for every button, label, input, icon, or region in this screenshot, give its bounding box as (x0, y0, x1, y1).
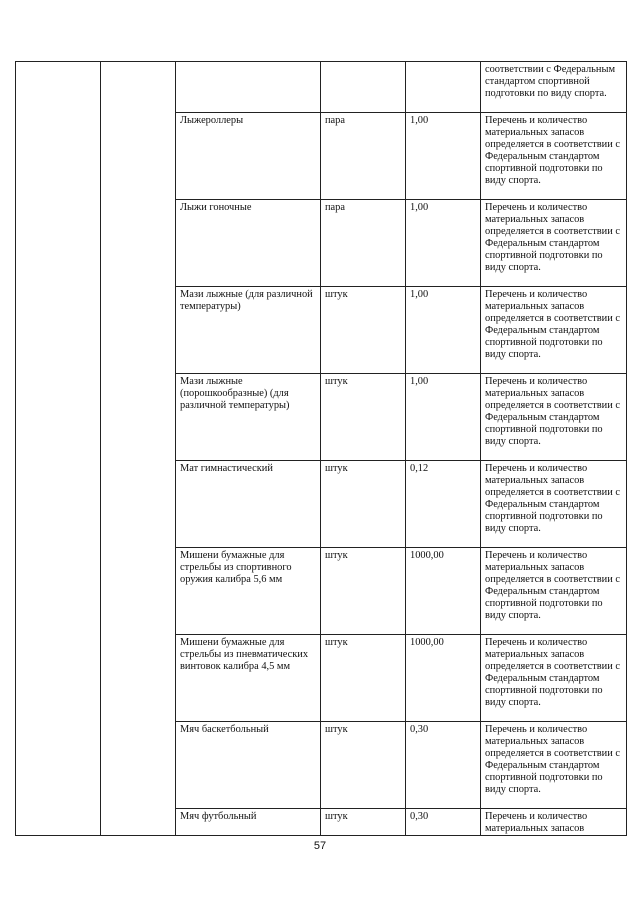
note-cell: Перечень и количество материальных запасов определяется в соответствии с Федеральным стандартом спортивной подготовки по виду спорта. (481, 722, 627, 809)
table-row (16, 62, 627, 113)
item-name-cell: Мяч футбольный (176, 809, 321, 836)
quantity-cell: 1000,00 (406, 548, 481, 635)
note-cell: Перечень и количество материальных запасов определяется в соответствии с Федеральным стандартом спортивной подготовки по виду спорта. (481, 200, 627, 287)
unit-cell: пара (321, 113, 406, 200)
quantity-cell: 1,00 (406, 374, 481, 461)
quantity-cell: 0,12 (406, 461, 481, 548)
note-cell: Перечень и количество материальных запасов определяется в соответствии с Федеральным стандартом спортивной подготовки по виду спорта. (481, 374, 627, 461)
note-cell: соответствии с Федеральным стандартом спортивной подготовки по виду спорта. (481, 62, 627, 113)
note-cell: Перечень и количество материальных запасов определяется в соответствии с Федеральным стандартом спортивной подготовки по виду спорта. (481, 461, 627, 548)
item-name-cell: Мяч баскетбольный (176, 722, 321, 809)
quantity-cell: 1,00 (406, 287, 481, 374)
unit-cell: штук (321, 722, 406, 809)
blank-column-2 (101, 62, 176, 836)
item-name-cell: Лыжероллеры (176, 113, 321, 200)
note-cell: Перечень и количество материальных запасов определяется в соответствии с Федеральным стандартом спортивной подготовки по виду спорта. (481, 548, 627, 635)
unit-cell: пара (321, 200, 406, 287)
note-cell: Перечень и количество материальных запасов определяется в соответствии с Федеральным стандартом спортивной подготовки по виду спорта. (481, 113, 627, 200)
unit-cell: штук (321, 287, 406, 374)
item-name-cell: Лыжи гоночные (176, 200, 321, 287)
quantity-cell: 1000,00 (406, 635, 481, 722)
document-table-container (15, 61, 626, 836)
page-number: 57 (313, 840, 327, 852)
equipment-table (15, 61, 627, 836)
quantity-cell: 1,00 (406, 113, 481, 200)
item-name-cell: Мат гимнастический (176, 461, 321, 548)
quantity-cell: 0,30 (406, 722, 481, 809)
note-cell: Перечень и количество материальных запасов (481, 809, 627, 836)
item-name-cell: Мишени бумажные для стрельбы из пневматических винтовок калибра 4,5 мм (176, 635, 321, 722)
quantity-cell: 1,00 (406, 200, 481, 287)
unit-cell: штук (321, 374, 406, 461)
unit-cell: штук (321, 635, 406, 722)
item-name-cell (176, 62, 321, 113)
item-name-cell: Мази лыжные (порошкообразные) (для различной температуры) (176, 374, 321, 461)
note-cell: Перечень и количество материальных запасов определяется в соответствии с Федеральным стандартом спортивной подготовки по виду спорта. (481, 635, 627, 722)
blank-column-1 (16, 62, 101, 836)
item-name-cell: Мази лыжные (для различной температуры) (176, 287, 321, 374)
unit-cell: штук (321, 809, 406, 836)
unit-cell (321, 62, 406, 113)
unit-cell: штук (321, 548, 406, 635)
quantity-cell: 0,30 (406, 809, 481, 836)
quantity-cell (406, 62, 481, 113)
note-cell: Перечень и количество материальных запасов определяется в соответствии с Федеральным стандартом спортивной подготовки по виду спорта. (481, 287, 627, 374)
unit-cell: штук (321, 461, 406, 548)
item-name-cell: Мишени бумажные для стрельбы из спортивного оружия калибра 5,6 мм (176, 548, 321, 635)
